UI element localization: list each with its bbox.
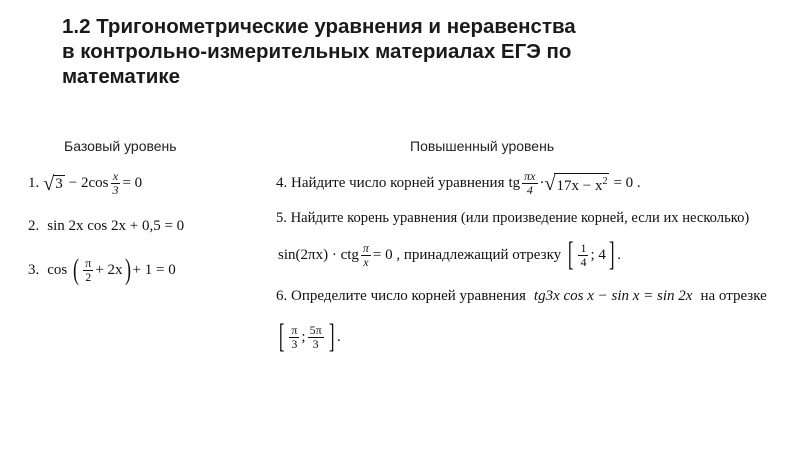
- interval-start: $\frac{1}{4}$: [580, 240, 587, 269]
- equation-end: = 0: [122, 175, 143, 191]
- tg-function: tg: [508, 175, 521, 191]
- advanced-task-6-interval: [276, 318, 341, 355]
- sin-ctg-expression: sin(2πx) · ctg: [278, 246, 359, 263]
- sqrt-expression: √ 3: [43, 172, 63, 195]
- title-line-3: математике: [62, 65, 181, 88]
- left-bracket: [: [278, 318, 285, 355]
- interval-start: $\frac{\pi}{3}$: [291, 322, 298, 351]
- left-paren: (: [73, 253, 80, 286]
- advanced-task-6-text: [276, 288, 767, 305]
- equation-end: + 1 = 0: [132, 261, 176, 278]
- interval-end: $\frac{5\pi}{3}$: [309, 322, 322, 351]
- title-line-2: в контрольно-измерительных материалах ЕГЭ по: [62, 40, 572, 63]
- advanced-task-4: [276, 170, 641, 197]
- fraction: $\frac{\pi}{2}$: [85, 255, 92, 284]
- period: .: [617, 246, 621, 263]
- basic-task-1: [28, 170, 142, 197]
- equation: sin 2x cos 2x + 0,5 = 0: [47, 218, 185, 234]
- title-line-1: 1.2 Тригонометрические уравнения и неравенства: [62, 15, 576, 38]
- multiply-dot: ·: [539, 175, 545, 191]
- inner-expression: + 2x: [95, 261, 123, 278]
- fraction: $\frac{\pi x}{4}$: [524, 169, 536, 197]
- task-number: 3.: [28, 261, 40, 278]
- task-number: 2.: [28, 218, 40, 234]
- task-number: 1.: [28, 175, 40, 191]
- equation: tg3x cos x − sin x = sin 2x: [533, 288, 693, 304]
- equation-part: − 2cos: [68, 175, 109, 191]
- period: .: [336, 328, 341, 345]
- cos-function: cos: [47, 261, 68, 278]
- advanced-task-5-equation: [278, 236, 621, 273]
- fraction: $\frac{x}{3}$: [112, 169, 119, 197]
- equation-mid: = 0 , принадлежащий отрезку: [372, 246, 562, 263]
- task-text: 4. Найдите число корней уравнения: [276, 175, 505, 191]
- left-bracket: [: [567, 236, 574, 273]
- basic-task-3: [28, 253, 176, 286]
- right-bracket: ]: [328, 318, 335, 355]
- basic-task-2: [28, 218, 184, 235]
- right-paren: ): [124, 253, 131, 286]
- task-text: 6. Определите число корней уравнения: [276, 288, 526, 304]
- interval-end: ; 4: [590, 246, 606, 263]
- task-tail: на отрезке: [700, 288, 767, 304]
- fraction: $\frac{\pi}{x}$: [362, 240, 369, 269]
- advanced-level-heading: Повышенный уровень: [410, 138, 555, 154]
- advanced-task-5-text: 5. Найдите корень уравнения (или произведение корней, если их несколько): [276, 210, 750, 226]
- separator: ;: [301, 328, 306, 345]
- right-bracket: ]: [608, 236, 615, 273]
- page-title: [62, 14, 762, 89]
- basic-level-heading: Базовый уровень: [64, 138, 177, 154]
- equation-end: = 0 .: [613, 175, 641, 191]
- sqrt-expression: √ $17x - x^2$: [544, 172, 608, 195]
